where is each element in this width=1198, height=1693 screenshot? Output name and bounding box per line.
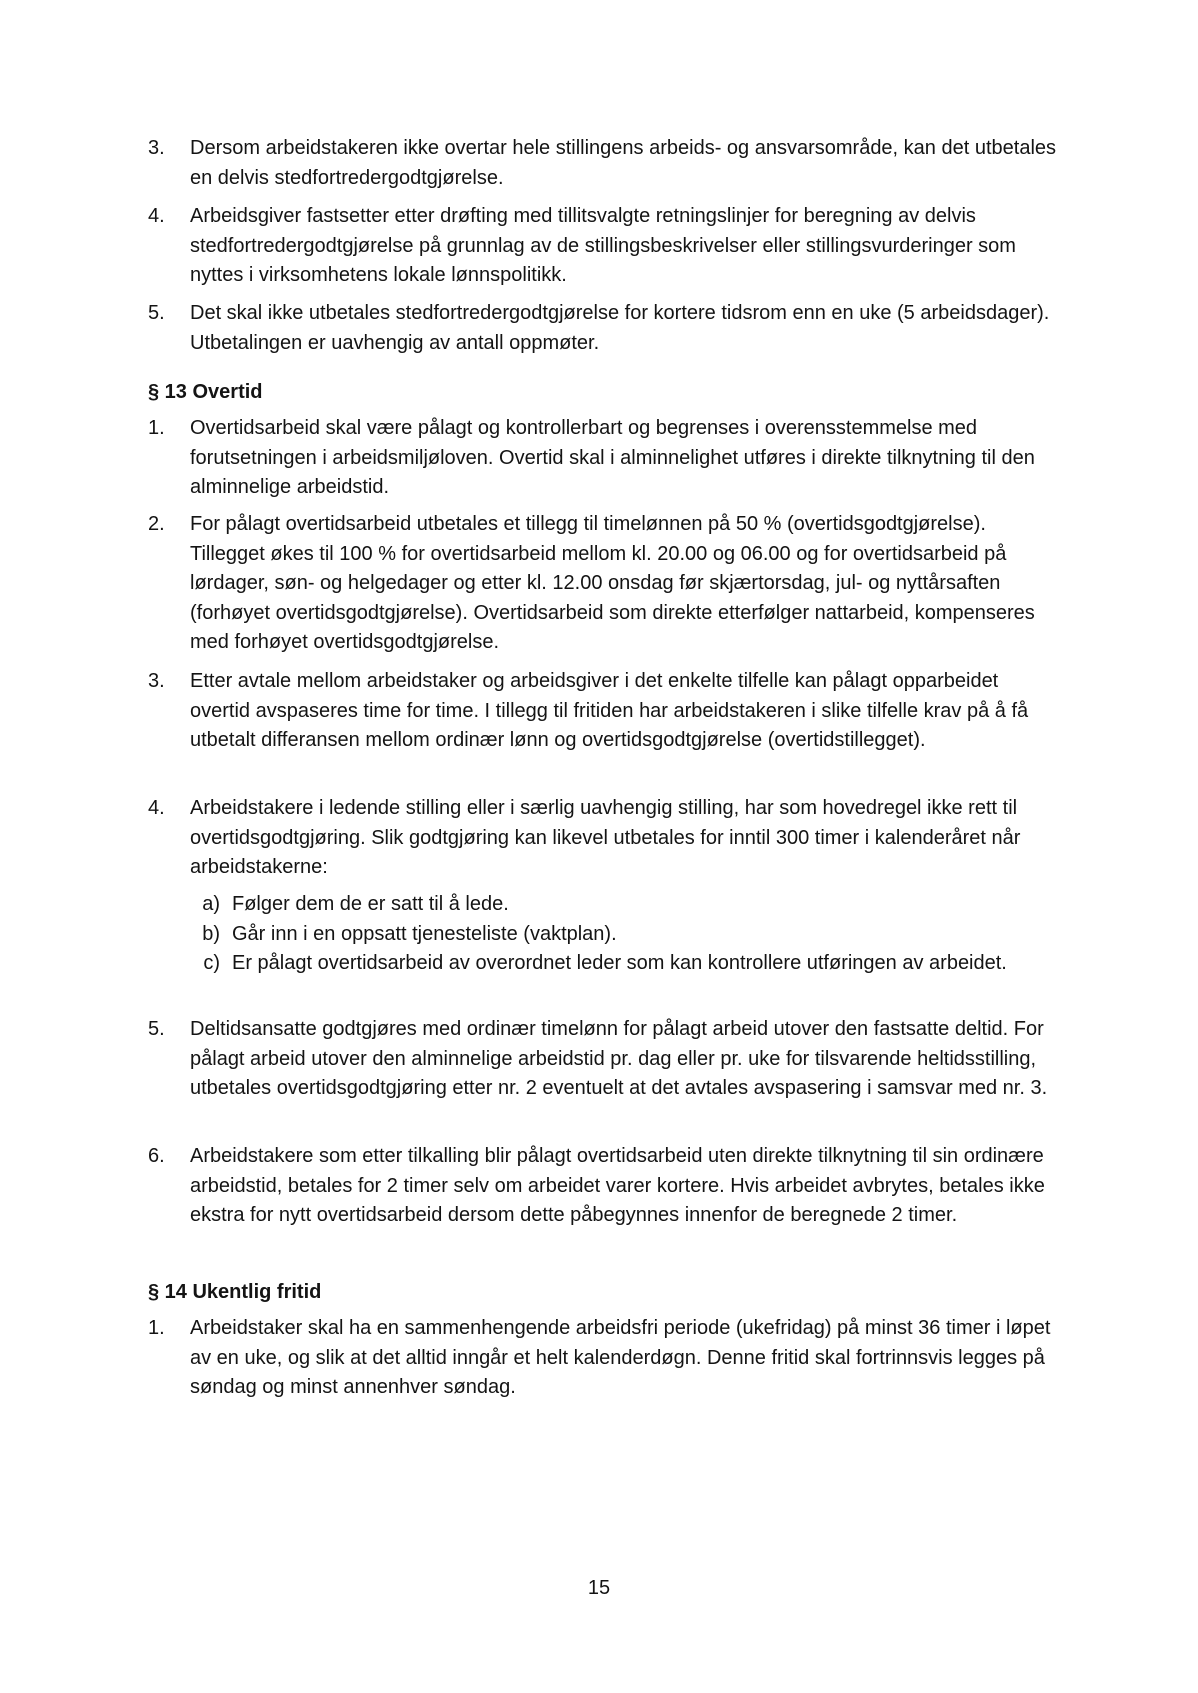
- list-number: 3.: [148, 670, 165, 692]
- list-text: Overtidsarbeid skal være pålagt og kontrollerbart og begrenses i overensstemmelse med forutsetningen i arbeidsmiljøloven. Overtid skal i alminnelighet utføres i direkte tilknytning til den alminnelige arbeidstid.: [190, 417, 1035, 498]
- section-heading: § 13 Overtid: [148, 381, 263, 403]
- list-number: 1.: [148, 1317, 165, 1339]
- list-number: 5.: [148, 1018, 165, 1040]
- sub-list-letter: a): [202, 893, 220, 915]
- section-heading: § 14 Ukentlig fritid: [148, 1281, 322, 1303]
- list-number: 3.: [148, 137, 165, 159]
- list-text: Dersom arbeidstakeren ikke overtar hele stillingens arbeids- og ansvarsområde, kan det utbetales en delvis stedfortredergodtgjørelse.: [190, 137, 1057, 189]
- list-text: Etter avtale mellom arbeidstaker og arbeidsgiver i det enkelte tilfelle kan pålagt opparbeidet overtid avspaseres time for time. I tillegg til fritiden har arbeidstakeren i slike tilfelle krav på å få utbetalt differansen mellom ordinær lønn og overtidsgodtgjørelse (overtidstillegget).: [190, 670, 1029, 751]
- list-text: Det skal ikke utbetales stedfortredergodtgjørelse for kortere tidsrom enn en uke (5 arbeidsdager). Utbetalingen er uavhengig av antall oppmøter.: [190, 302, 1050, 354]
- list-number: 1.: [148, 417, 165, 439]
- sub-list-letter: b): [202, 923, 220, 945]
- list-number: 5.: [148, 302, 165, 324]
- list-number: 2.: [148, 513, 165, 535]
- list-text: For pålagt overtidsarbeid utbetales et tillegg til timelønnen på 50 % (overtidsgodtgjørelse). Tillegget økes til 100 % for overtidsarbeid mellom kl. 20.00 og 06.00 og for overtidsarbeid på lørdager, søn- og helgedager og etter kl. 12.00 onsdag før skjærtorsdag, jul- og nyttårsaften (forhøyet overtidsgodtgjørelse). Overtidsarbeid som direkte etterfølger nattarbeid, kompenseres med forhøyet overtidsgodtgjørelse.: [190, 513, 1035, 653]
- list-text: Arbeidstakere som etter tilkalling blir pålagt overtidsarbeid uten direkte tilknytning til sin ordinære arbeidstid, betales for 2 timer selv om arbeidet varer kortere. Hvis arbeidet avbrytes, betales ikke ekstra for nytt overtidsarbeid dersom dette påbegynnes innenfor de beregnede 2 timer.: [190, 1145, 1045, 1226]
- page-number: 15: [587, 1577, 611, 1599]
- sub-list-text: Er pålagt overtidsarbeid av overordnet leder som kan kontrollere utføringen av arbeidet.: [232, 952, 1007, 974]
- sub-list-text: Går inn i en oppsatt tjenesteliste (vaktplan).: [232, 923, 617, 945]
- list-number: 4.: [148, 205, 165, 227]
- list-number: 6.: [148, 1145, 165, 1167]
- list-text: Arbeidstakere i ledende stilling eller i særlig uavhengig stilling, har som hovedregel ikke rett til overtidsgodtgjøring. Slik godtgjøring kan likevel utbetales for inntil 300 timer i kalenderåret når arbeidstakerne:: [190, 797, 1021, 878]
- list-text: Deltidsansatte godtgjøres med ordinær timelønn for pålagt arbeid utover den fastsatte deltid. For pålagt arbeid utover den alminnelige arbeidstid pr. dag eller pr. uke for tilsvarende heltidsstilling, utbetales overtidsgodtgjøring etter nr. 2 eventuelt at det avtales avspasering i samsvar med nr. 3.: [190, 1018, 1048, 1099]
- list-text: Arbeidstaker skal ha en sammenhengende arbeidsfri periode (ukefridag) på minst 36 timer i løpet av en uke, og slik at det alltid inngår et helt kalenderdøgn. Denne fritid skal fortrinnsvis legges på søndag og minst annenhver søndag.: [190, 1317, 1051, 1398]
- sub-list-text: Følger dem de er satt til å lede.: [232, 893, 509, 915]
- sub-list-letter: c): [203, 952, 220, 974]
- list-text: Arbeidsgiver fastsetter etter drøfting med tillitsvalgte retningslinjer for beregning av delvis stedfortredergodtgjørelse på grunnlag av de stillingsbeskrivelser eller stillingsvurderinger som nyttes i virksomhetens lokale lønnspolitikk.: [190, 205, 1016, 286]
- list-number: 4.: [148, 797, 165, 819]
